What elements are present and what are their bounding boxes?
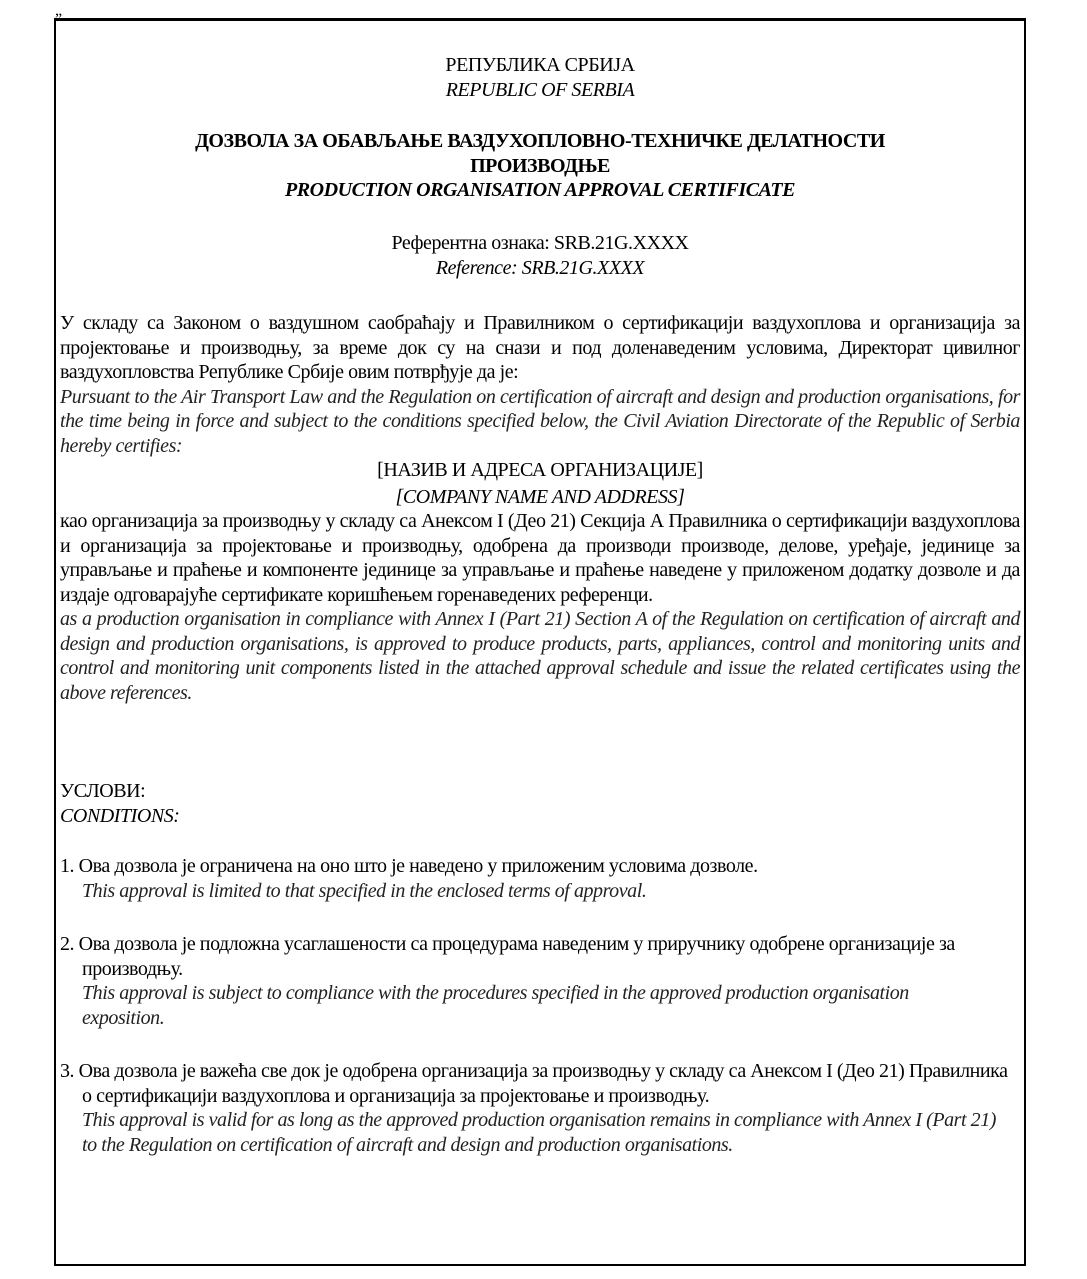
conditions-heading-en: CONDITIONS: [60, 804, 180, 827]
condition-item-2 [60, 932, 984, 1030]
condition-item-3 [60, 1059, 1014, 1157]
condition-item-1 [60, 854, 934, 903]
conditions-heading-sr: УСЛОВИ: [60, 780, 146, 802]
company-en: [COMPANY NAME AND ADDRESS] [395, 485, 685, 508]
condition-3-en: This approval is valid for as long as the approved production organisation remains in compliance with Annex I (Part 21) to the Regulation on certification of aircraft and design and production organisations. [82, 1109, 996, 1156]
certificate-frame [54, 18, 1026, 1266]
title-en: PRODUCTION ORGANISATION APPROVAL CERTIFICATE [284, 179, 796, 201]
opening-quote-mark: „ [55, 2, 63, 19]
company-sr: [НАЗИВ И АДРЕСА ОРГАНИЗАЦИЈЕ] [377, 459, 703, 481]
reference-en: Reference: SRB.21G.XXXX [435, 256, 645, 279]
country-en: REPUBLIC OF SERBIA [445, 78, 635, 101]
title-sr-line1: ДОЗВОЛА ЗА ОБАВЉАЊЕ ВАЗДУХОПЛОВНО-ТЕХНИЧКЕ ДЕЛАТНОСТИ [195, 130, 885, 152]
title-sr-line2: ПРОИЗВОДЊЕ [470, 154, 610, 177]
country-heading [60, 53, 1020, 102]
certificate-title [60, 129, 1020, 203]
conditions-heading [60, 779, 1020, 828]
country-sr: РЕПУБЛИКА СРБИЈА [445, 54, 635, 76]
condition-1-sr: 1. Ова дозвола је ограничена на оно што је наведено у приложеним условима дозволе. [60, 855, 758, 877]
scope-sr: као организација за производњу у складу са Анексом I (Део 21) Секција А Правилника о сертификацији ваздухоплова и организација за пројектовање и производњу, одобрена да производи производе, делове, уређаје, јединице за управљање и праћење и компоненте јединице за управљање и праћење наведене у приложеном додатку дозволе и да издаје одговарајуће сертификате коришћењем горенаведених референци. [60, 510, 1020, 606]
scope-en: as a production organisation in compliance with Annex I (Part 21) Section A of the Regulation on certification of aircraft and design and production organisations, is approved to produce products, parts, appliances, control and monitoring units and control and monitoring unit components listed in the attached approval schedule and issue the related certificates using the above references. [60, 608, 1020, 704]
condition-2-sr: 2. Ова дозвола је подложна усаглашености са процедурама наведеним у приручнику одобрене организације за производњу. [60, 933, 955, 980]
intro-sr: У складу са Законом о ваздушном саобраћају и Правилником о сертификацији ваздухоплова и организација за пројектовање и производњу, за време док су на снази и под доленаведеним условима, Директорат цивилног ваздухопловства Републике Србије овим потврђује да је: [60, 312, 1020, 383]
condition-3-sr: 3. Ова дозвола је важећа све док је одобрена организација за производњу у складу са Анексом I (Део 21) Правилника о сертификацији ваздухоплова и организација за пројектовање и производњу. [60, 1060, 1008, 1107]
condition-2-en: This approval is subject to compliance with the procedures specified in the approved production organisation exposition. [82, 982, 909, 1029]
reference-sr: Референтна ознака: SRB.21G.XXXX [391, 232, 689, 254]
condition-1-en: This approval is limited to that specified in the enclosed terms of approval. [82, 879, 647, 902]
intro-en: Pursuant to the Air Transport Law and the Regulation on certification of aircraft and design and production organisations, for the time being in force and subject to the conditions specified below, the Civil Aviation Directorate of the Republic of Serbia hereby certifies: [60, 385, 1020, 457]
reference [60, 231, 1020, 280]
body-text [60, 311, 1020, 705]
